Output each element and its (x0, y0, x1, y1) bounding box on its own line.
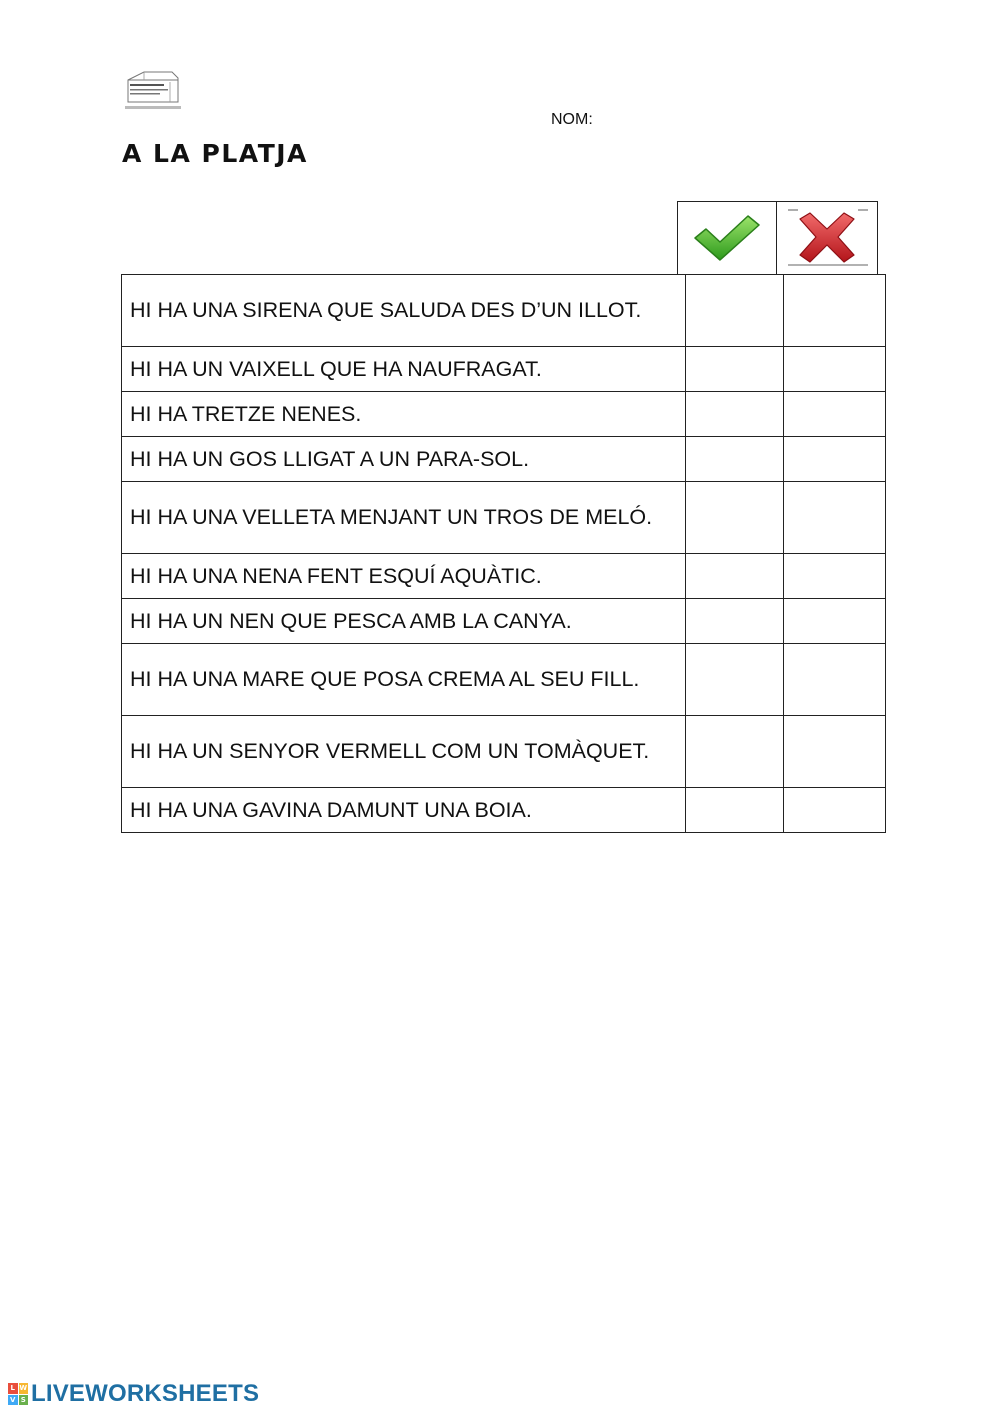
table-row (122, 554, 886, 599)
true-answer-cell[interactable] (686, 599, 784, 644)
school-building-logo-icon (124, 68, 186, 114)
statement-text: HI HA TRETZE NENES. (122, 392, 686, 437)
table-row (122, 644, 886, 716)
table-row (122, 599, 886, 644)
name-label: NOM: (551, 111, 593, 128)
true-answer-cell[interactable] (686, 482, 784, 554)
statement-text: HI HA UNA VELLETA MENJANT UN TROS DE MELÓ. (122, 482, 686, 554)
table-row (122, 437, 886, 482)
false-answer-cell[interactable] (784, 482, 886, 554)
false-answer-cell[interactable] (784, 599, 886, 644)
false-answer-cell[interactable] (784, 275, 886, 347)
true-answer-cell[interactable] (686, 788, 784, 833)
statement-text: HI HA UN NEN QUE PESCA AMB LA CANYA. (122, 599, 686, 644)
statement-text: HI HA UNA NENA FENT ESQUÍ AQUÀTIC. (122, 554, 686, 599)
green-check-icon (692, 212, 762, 264)
true-false-table (121, 274, 886, 833)
false-column-header (776, 201, 878, 275)
page-title: A LA PLATJA (122, 139, 308, 168)
true-answer-cell[interactable] (686, 554, 784, 599)
true-answer-cell[interactable] (686, 644, 784, 716)
false-answer-cell[interactable] (784, 392, 886, 437)
false-answer-cell[interactable] (784, 347, 886, 392)
mark-letter: W (19, 1384, 28, 1393)
false-answer-cell[interactable] (784, 644, 886, 716)
false-answer-cell[interactable] (784, 437, 886, 482)
true-answer-cell[interactable] (686, 716, 784, 788)
statement-text: HI HA UNA SIRENA QUE SALUDA DES D’UN ILLOT. (122, 275, 686, 347)
table-row (122, 347, 886, 392)
statement-text: HI HA UN GOS LLIGAT A UN PARA-SOL. (122, 437, 686, 482)
liveworksheets-brand-text: LIVEWORKSHEETS (31, 1380, 260, 1407)
statement-text: HI HA UNA GAVINA DAMUNT UNA BOIA. (122, 788, 686, 833)
true-answer-cell[interactable] (686, 275, 784, 347)
statement-text: HI HA UNA MARE QUE POSA CREMA AL SEU FILL. (122, 644, 686, 716)
mark-letter: L (8, 1383, 18, 1394)
table-row (122, 275, 886, 347)
red-x-icon (782, 207, 872, 269)
false-answer-cell[interactable] (784, 554, 886, 599)
true-answer-cell[interactable] (686, 437, 784, 482)
false-answer-cell[interactable] (784, 716, 886, 788)
table-row (122, 392, 886, 437)
statement-text: HI HA UN VAIXELL QUE HA NAUFRAGAT. (122, 347, 686, 392)
mark-letter: S (19, 1395, 29, 1406)
true-answer-cell[interactable] (686, 392, 784, 437)
liveworksheets-mark-icon (8, 1383, 28, 1405)
table-row (122, 788, 886, 833)
liveworksheets-logo[interactable] (8, 1380, 259, 1408)
true-column-header (677, 201, 776, 275)
table-row (122, 482, 886, 554)
statement-text: HI HA UN SENYOR VERMELL COM UN TOMÀQUET. (122, 716, 686, 788)
mark-letter: V (8, 1395, 18, 1406)
false-answer-cell[interactable] (784, 788, 886, 833)
answer-column-headers (677, 201, 878, 275)
table-row (122, 716, 886, 788)
true-answer-cell[interactable] (686, 347, 784, 392)
